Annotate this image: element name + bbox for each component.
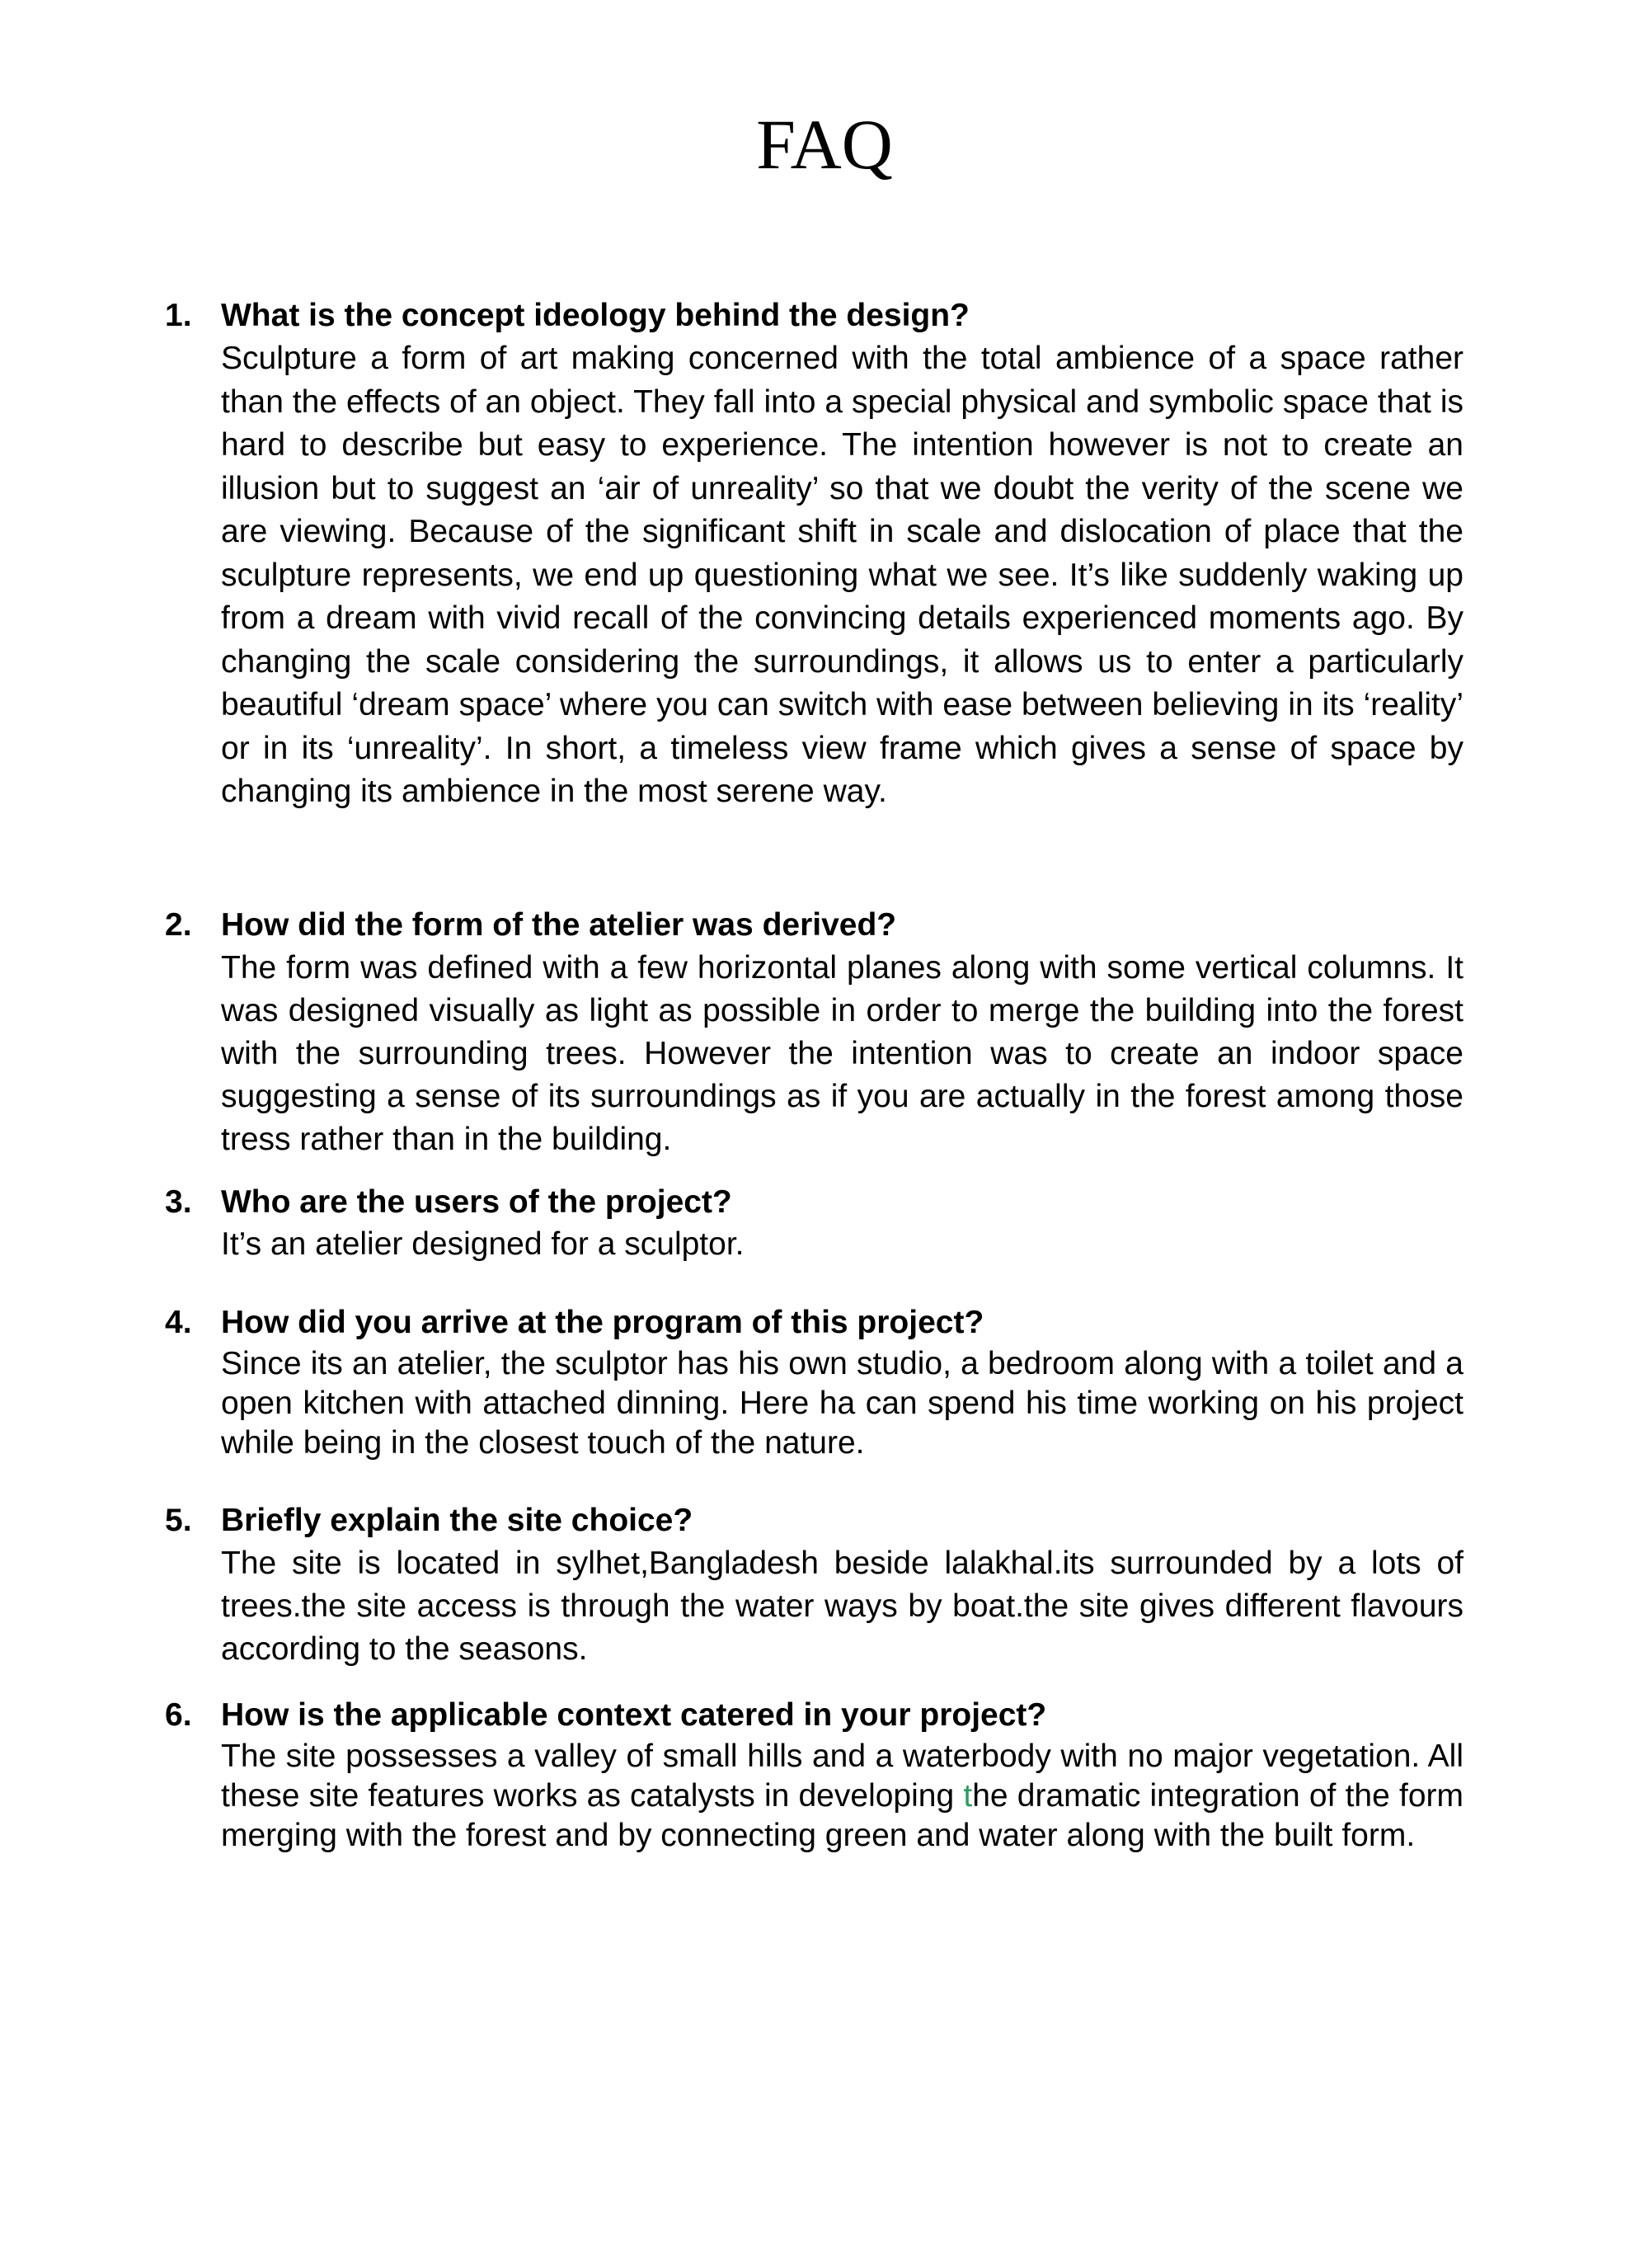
faq-answer (221, 1737, 1463, 1856)
faq-number: 5. (165, 1503, 192, 1538)
faq-answer-part: he dramatic integration of the form merging with the forest and by connecting green and water along with the built form. (221, 1778, 1463, 1853)
page-title: FAQ (756, 105, 893, 184)
faq-question: How did the form of the atelier was derived? (221, 907, 897, 943)
faq-answer: Sculpture a form of art making concerned with the total ambience of a space rather than the effects of an object. They fall into a special physical and symbolic space that is hard to describe but easy to experience. The intention however is not to create an illusion but to suggest an ‘air of unreality’ so that we doubt the verity of the scene we are viewing. Because of the significant shift in scale and dislocation of place that the sculpture represents, we end up questioning what we see. It’s like suddenly waking up from a dream with vivid recall of the convincing details experienced moments ago. By changing the scale considering the surroundings, it allows us to enter a particularly beautiful ‘dream space’ where you can switch with ease between believing in its ‘reality’ or in its ‘unreality’. In short, a timeless view frame which gives a sense of space by changing its ambience in the most serene way. (221, 341, 1463, 809)
faq-number: 6. (165, 1697, 192, 1733)
faq-item-2 (165, 904, 1463, 1161)
faq-item-4 (165, 1301, 1463, 1463)
faq-answer: The site is located in sylhet,Bangladesh beside lalakhal.its surrounded by a lots of trees.the site access is through the water ways by boat.the site gives different flavours according to the seasons. (221, 1546, 1463, 1667)
faq-answer: It’s an atelier designed for a sculptor. (221, 1226, 745, 1262)
faq-answer: Since its an atelier, the sculptor has his own studio, a bedroom along with a toilet and a open kitchen with attached dinning. Here ha can spend his time working on his project while being in the closest touch of the nature. (221, 1346, 1463, 1461)
faq-number: 4. (165, 1305, 192, 1340)
faq-answer-highlight: t (963, 1778, 973, 1814)
faq-number: 3. (165, 1184, 192, 1220)
faq-number: 1. (165, 298, 192, 333)
faq-item-1 (165, 294, 1463, 814)
faq-question: Who are the users of the project? (221, 1184, 732, 1220)
faq-question: How did you arrive at the program of this project? (221, 1305, 984, 1340)
faq-item-6 (165, 1694, 1463, 1856)
faq-item-5 (165, 1499, 1463, 1671)
faq-answer-part: The site possesses a valley of small hills and a waterbody with no major vegetation. All these site features works as catalysts in developing (221, 1739, 1463, 1814)
faq-question: How is the applicable context catered in your project? (221, 1697, 1047, 1733)
faq-question: What is the concept ideology behind the design? (221, 298, 970, 333)
faq-number: 2. (165, 907, 192, 943)
faq-question: Briefly explain the site choice? (221, 1503, 693, 1538)
faq-answer: The form was defined with a few horizontal planes along with some vertical columns. It was designed visually as light as possible in order to merge the building into the forest with the surrounding trees. However the intention was to create an indoor space suggesting a sense of its surroundings as if you are actually in the forest among those tress rather than in the building. (221, 950, 1463, 1157)
faq-item-3 (165, 1181, 1463, 1265)
